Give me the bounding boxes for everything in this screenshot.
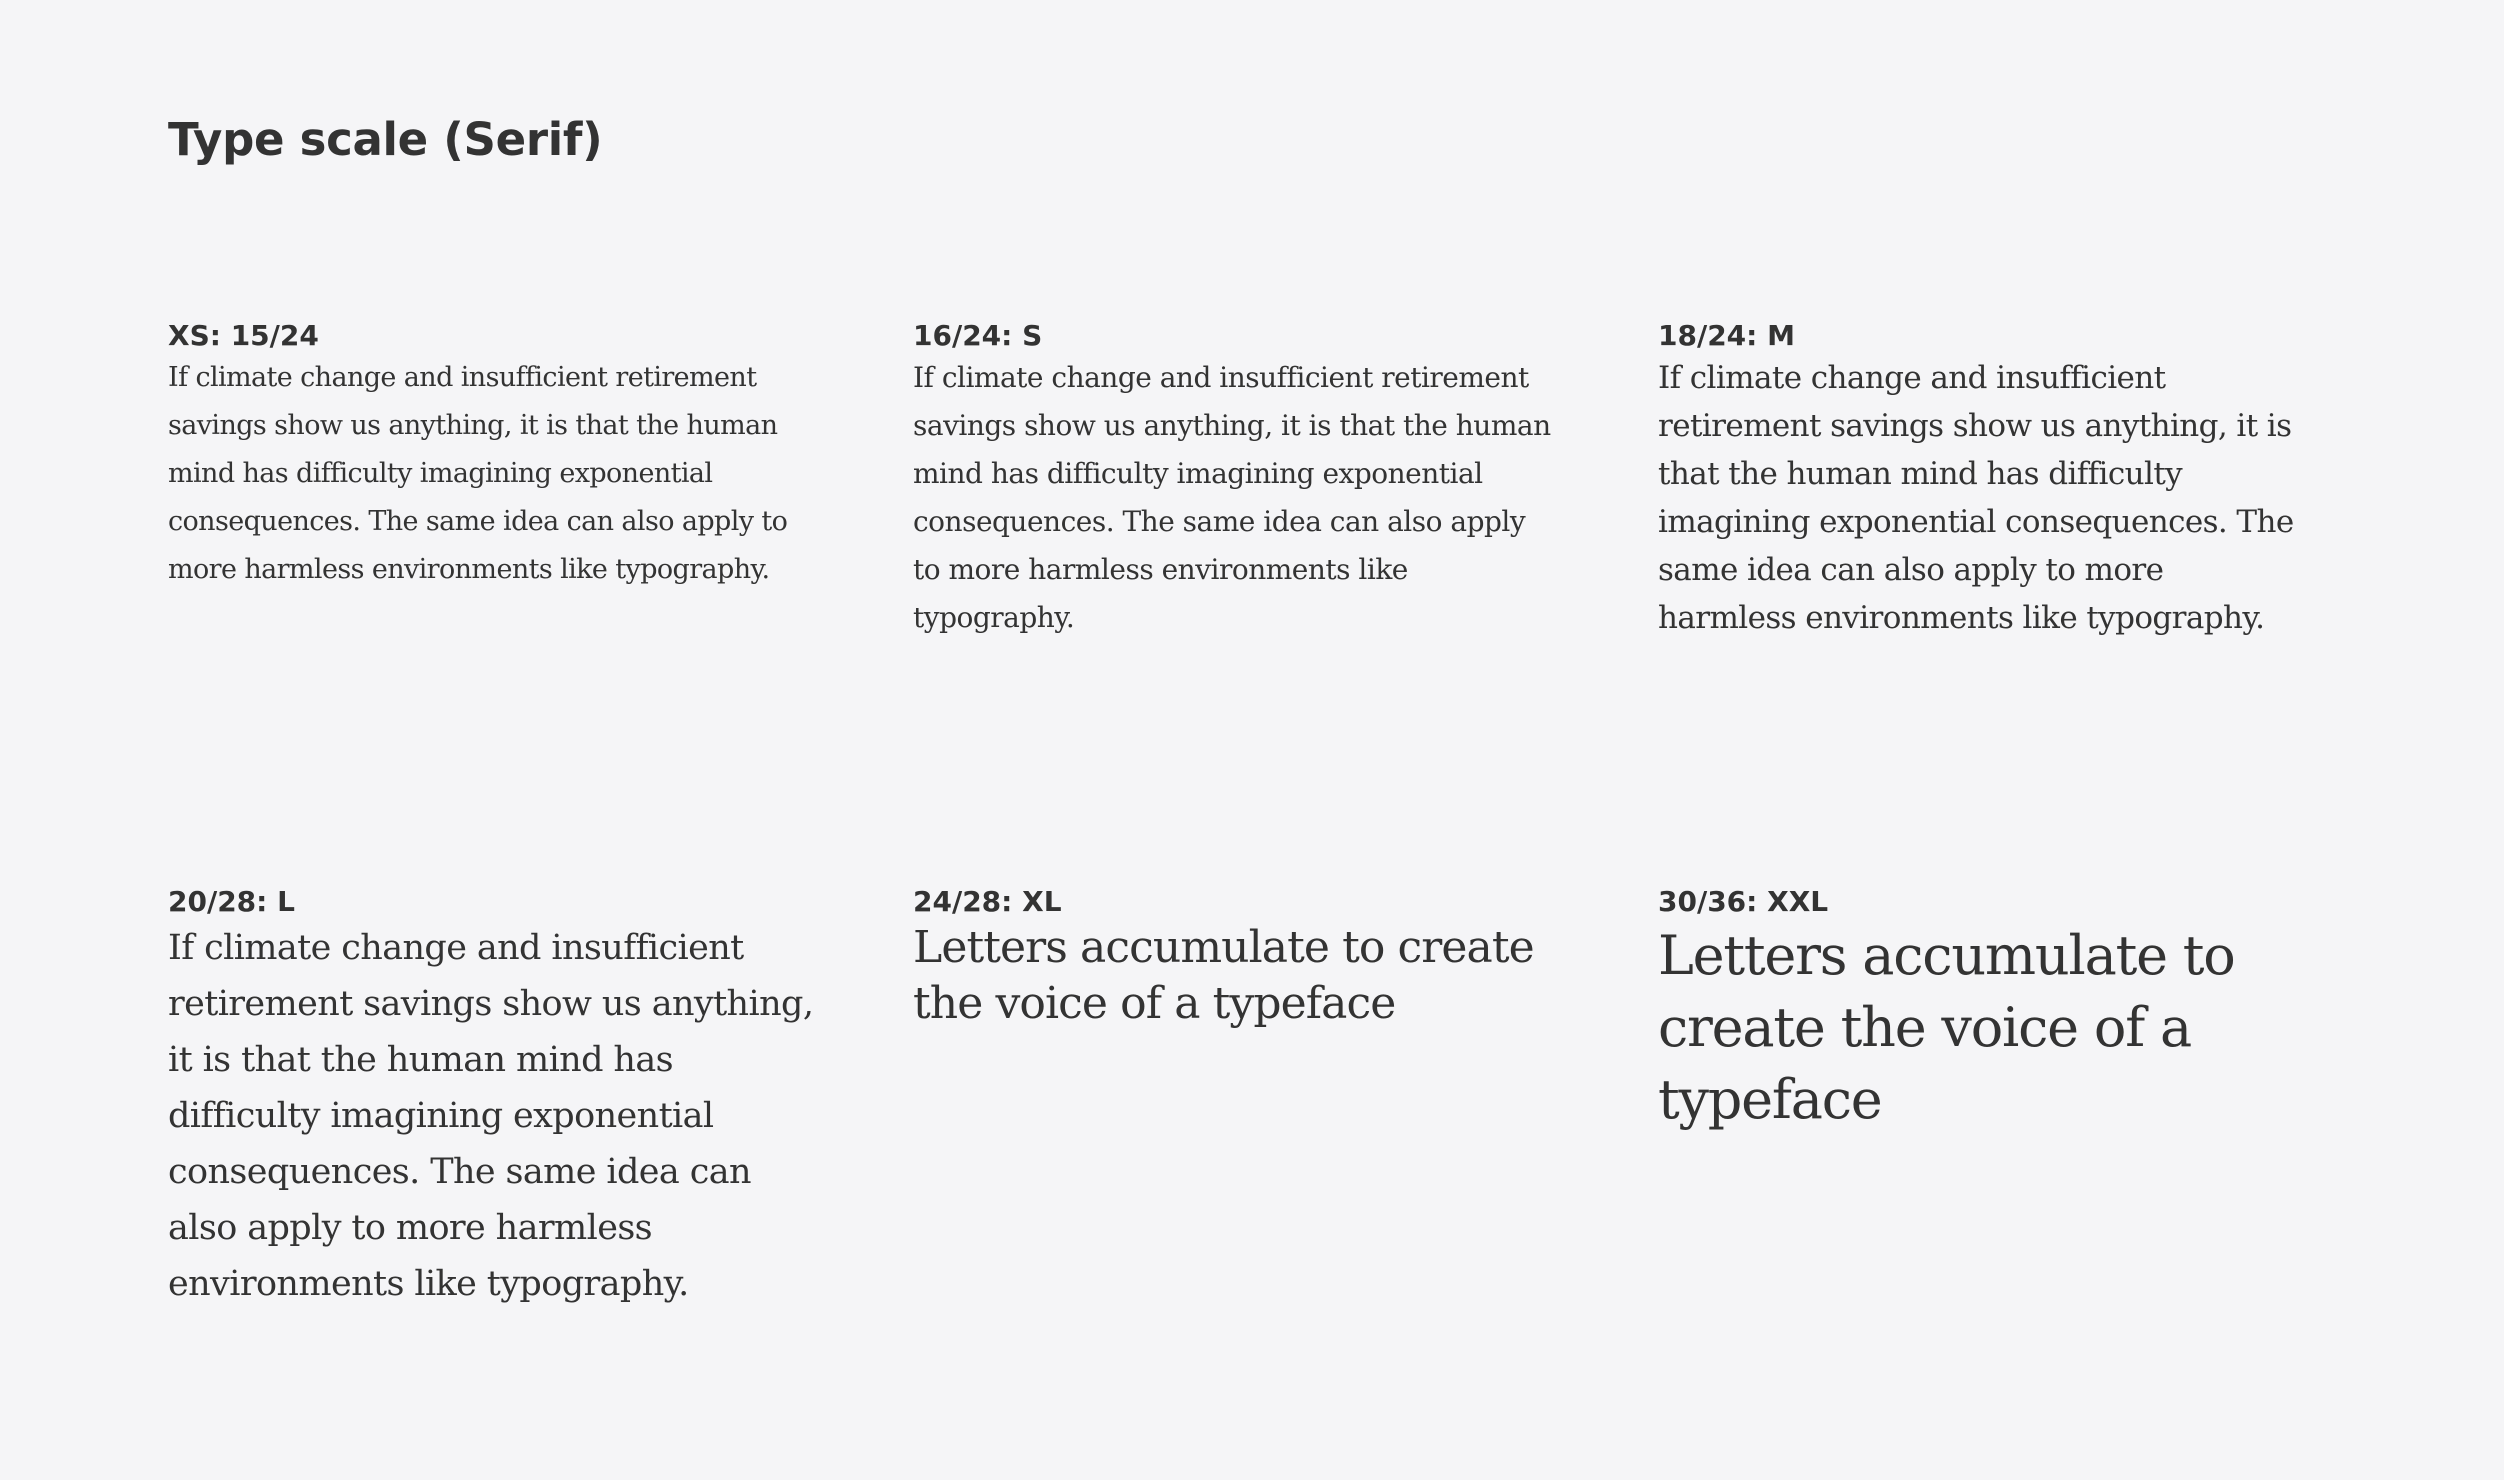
type-sample-text: If climate change and insufficient retirement savings show us anything, it is that the human mind has difficulty imagining exponential consequences. The same idea can also apply to more harmless environments like typography. (168, 362, 788, 585)
type-sample-xxl (1658, 884, 2298, 1136)
type-sample-text: If climate change and insufficient retirement savings show us anything, it is that the human mind has difficulty imagining exponential consequences. The same idea can also apply to more harmless environments like typography. (913, 361, 1551, 634)
type-sample-label: 24/28: XL (913, 885, 1062, 918)
type-sample-m (1658, 318, 2298, 642)
type-sample-text: If climate change and insufficient retirement savings show us anything, it is that the human mind has difficulty imagining exponential consequences. The same idea can also apply to more harmless environments like typography. (168, 928, 814, 1304)
type-sample-label: 18/24: M (1658, 319, 1795, 352)
type-sample-label: 16/24: S (913, 319, 1043, 352)
type-sample-label: XS: 15/24 (168, 319, 319, 352)
page-title: Type scale (Serif) (168, 113, 603, 166)
type-sample-text: Letters accumulate to create the voice of a typeface (1658, 924, 2235, 1131)
type-sample-text: If climate change and insufficient retirement savings show us anything, it is that the human mind has difficulty imagining exponential consequences. The same idea can also apply to more harmless environments like typography. (1658, 360, 2294, 636)
type-sample-label: 20/28: L (168, 885, 295, 918)
type-sample-label: 30/36: XXL (1658, 885, 1829, 918)
type-sample-l (168, 884, 814, 1312)
type-sample-xs (168, 318, 808, 594)
type-sample-s (913, 318, 1553, 642)
type-sample-text: Letters accumulate to create the voice of a typeface (913, 922, 1534, 1029)
type-sample-xl (913, 884, 1553, 1032)
